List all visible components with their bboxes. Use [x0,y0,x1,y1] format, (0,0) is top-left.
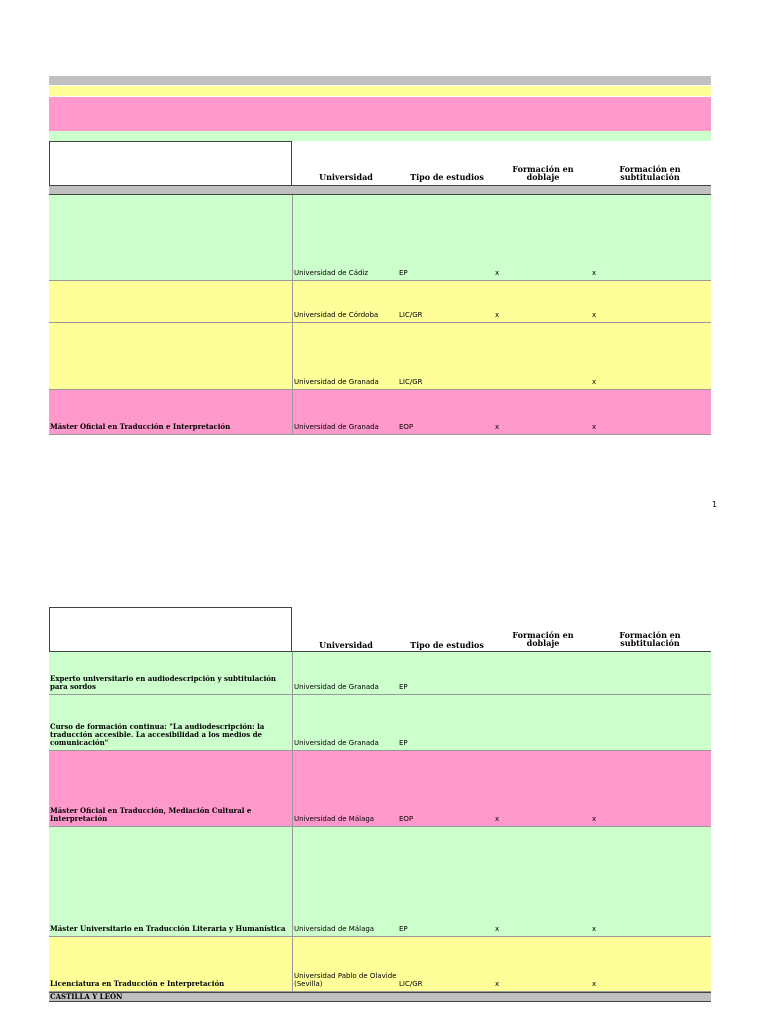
table-header [49,607,711,652]
dubbing-mark: x [495,311,500,319]
table-page-2 [49,607,711,1002]
col-tipo-estudios: Tipo de estudios [410,172,484,182]
study-type-cell: LIC/GR [399,980,423,988]
col-universidad: Universidad [319,640,373,650]
col-formacion-doblaje: Formación en doblaje [512,630,574,648]
study-type-cell: EP [399,925,408,933]
col-tipo-estudios: Tipo de estudios [410,640,484,650]
col-formacion-doblaje: Formación en doblaje [512,164,574,182]
university-cell: Universidad de Granada [294,683,379,691]
study-type-cell: EOP [399,815,414,823]
subtitling-mark: x [592,980,597,988]
university-cell: Universidad de Córdoba [294,311,379,319]
region-label: CASTILLA Y LEÓN [49,992,711,1002]
study-type-cell: EP [399,739,408,747]
subtitling-mark: x [592,925,597,933]
university-cell: Universidad de Granada [294,378,379,386]
study-type-cell: LIC/GR [399,378,423,386]
table-row [49,827,711,937]
programme-name: Máster Oficial en Traducción e Interpretación [50,422,231,431]
subtitling-mark: x [592,423,597,431]
header-band-green [49,131,711,141]
university-cell: Universidad de Granada [294,739,379,747]
header-band-grey [49,76,711,85]
programme-name: Máster Universitario en Traducción Literaria y Humanística [50,924,286,933]
table-row [49,390,711,435]
col-formacion-subtitulacion: Formación en subtitulación [619,164,681,182]
table-row [49,195,711,281]
subtitling-mark: x [592,378,597,386]
university-cell: Universidad de Málaga [294,815,375,823]
dubbing-mark: x [495,980,500,988]
header-band-pink [49,97,711,131]
table-row [49,323,711,390]
table-row [49,281,711,323]
col-universidad: Universidad [319,172,373,182]
dubbing-mark: x [495,925,500,933]
dubbing-mark: x [495,815,500,823]
table-row [49,652,711,695]
dubbing-mark: x [495,423,500,431]
university-cell: Universidad de Granada [294,423,379,431]
header-band-yellow [49,86,711,96]
study-type-cell: EOP [399,423,414,431]
programme-name: Máster Oficial en Traducción, Mediación Cultural e Interpretación [50,806,252,823]
header-title-cell [49,607,292,651]
page-number: 1 [712,500,718,509]
table-row [49,695,711,751]
programme-name: Licenciatura en Traducción e Interpretación [50,979,225,988]
programme-name: Experto universitario en audiodescripción y subtitulación para sordos [50,674,277,691]
subtitling-mark: x [592,815,597,823]
header-separator [49,185,711,195]
university-cell: Universidad Pablo de Olavide (Sevilla) [294,972,397,988]
table-page-1 [49,141,711,435]
dubbing-mark: x [495,269,500,277]
university-cell: Universidad de Cádiz [294,269,369,277]
subtitling-mark: x [592,311,597,319]
table-header [49,141,711,185]
study-type-cell: EP [399,269,408,277]
subtitling-mark: x [592,269,597,277]
table-row [49,937,711,992]
table-row [49,751,711,827]
col-formacion-subtitulacion: Formación en subtitulación [619,630,681,648]
header-title-cell [49,141,292,185]
study-type-cell: EP [399,683,408,691]
study-type-cell: LIC/GR [399,311,423,319]
university-cell: Universidad de Málaga [294,925,375,933]
programme-name: Curso de formación continua: "La audiodescripción: la traducción accesible. La accesibilidad a los medios de comunicación" [50,722,265,747]
